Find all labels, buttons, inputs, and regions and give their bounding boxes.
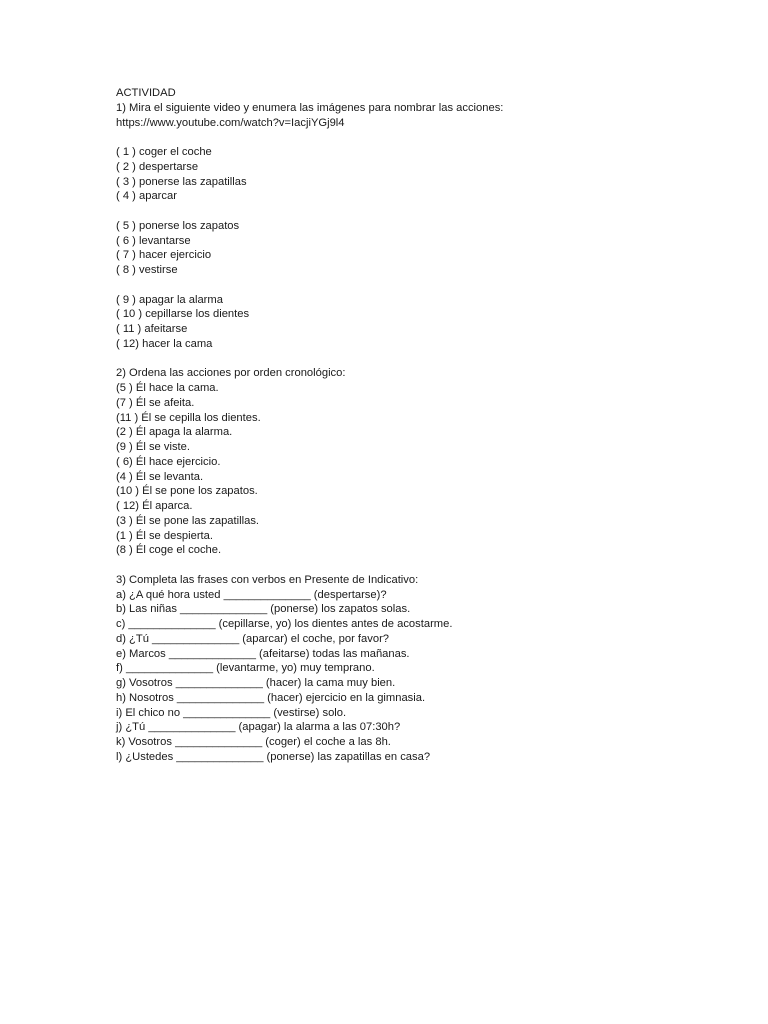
sentence-item: d) ¿Tú ______________ (aparcar) el coche, por favor? xyxy=(116,632,390,645)
order-item: (7 ) Él se afeita. xyxy=(116,396,195,409)
document-page xyxy=(116,86,736,765)
section1-instruction: 1) Mira el siguiente video y enumera las imágenes para nombrar las acciones: xyxy=(116,101,504,114)
action-item: ( 5 ) ponerse los zapatos xyxy=(116,219,240,232)
sentence-item: i) El chico no ______________ (vestirse) solo. xyxy=(116,706,347,719)
heading: ACTIVIDAD xyxy=(116,87,176,99)
spacer xyxy=(116,130,736,145)
section3-instruction: 3) Completa las frases con verbos en Presente de Indicativo: xyxy=(116,573,419,586)
order-item: (8 ) Él coge el coche. xyxy=(116,544,222,557)
action-item: ( 9 ) apagar la alarma xyxy=(116,293,223,306)
sentence-item: f) ______________ (levantarme, yo) muy temprano. xyxy=(116,662,375,675)
order-item: (1 ) Él se despierta. xyxy=(116,529,214,542)
action-item: ( 8 ) vestirse xyxy=(116,264,178,276)
sentence-item: b) Las niñas ______________ (ponerse) los zapatos solas. xyxy=(116,603,411,616)
order-item: ( 12) Él aparca. xyxy=(116,500,193,512)
sentence-item: e) Marcos ______________ (afeitarse) todas las mañanas. xyxy=(116,647,410,660)
section3-list xyxy=(116,588,736,765)
sentence-item: a) ¿A qué hora usted ______________ (despertarse)? xyxy=(116,588,387,601)
sentence-item: l) ¿Ustedes ______________ (ponerse) las zapatillas en casa? xyxy=(116,750,431,763)
action-item: ( 2 ) despertarse xyxy=(116,160,199,173)
order-item: (11 ) Él se cepilla los dientes. xyxy=(116,411,261,424)
order-item: (2 ) Él apaga la alarma. xyxy=(116,426,233,439)
spacer xyxy=(116,278,736,293)
order-item: (10 ) Él se pone los zapatos. xyxy=(116,485,258,498)
order-item: (4 ) Él se levanta. xyxy=(116,470,204,483)
order-item: (3 ) Él se pone las zapatillas. xyxy=(116,514,260,527)
order-item: (9 ) Él se viste. xyxy=(116,441,190,453)
sentence-item: h) Nosotros ______________ (hacer) ejercicio en la gimnasia. xyxy=(116,691,426,704)
sentence-item: g) Vosotros ______________ (hacer) la cama muy bien. xyxy=(116,677,396,689)
spacer xyxy=(116,558,736,573)
sentence-item: c) ______________ (cepillarse, yo) los dientes antes de acostarme. xyxy=(116,618,453,630)
action-item: ( 12) hacer la cama xyxy=(116,337,213,350)
sentence-item: k) Vosotros ______________ (coger) el coche a las 8h. xyxy=(116,736,391,748)
order-item: (5 ) Él hace la cama. xyxy=(116,382,219,394)
order-item: ( 6) Él hace ejercicio. xyxy=(116,455,221,468)
action-item: ( 1 ) coger el coche xyxy=(116,146,212,158)
spacer xyxy=(116,204,736,219)
action-item: ( 4 ) aparcar xyxy=(116,190,177,203)
video-url: https://www.youtube.com/watch?v=IacjiYGj9l4 xyxy=(116,116,345,129)
action-item: ( 10 ) cepillarse los dientes xyxy=(116,308,250,321)
section2-instruction: 2) Ordena las acciones por orden cronológico: xyxy=(116,367,346,380)
action-item: ( 11 ) afeitarse xyxy=(116,323,188,335)
section2-list xyxy=(116,381,736,558)
spacer xyxy=(116,352,736,367)
action-item: ( 6 ) levantarse xyxy=(116,234,191,247)
action-item: ( 3 ) ponerse las zapatillas xyxy=(116,175,247,188)
action-item: ( 7 ) hacer ejercicio xyxy=(116,249,212,262)
sentence-item: j) ¿Tú ______________ (apagar) la alarma a las 07:30h? xyxy=(116,721,401,734)
section1-list xyxy=(116,145,736,366)
